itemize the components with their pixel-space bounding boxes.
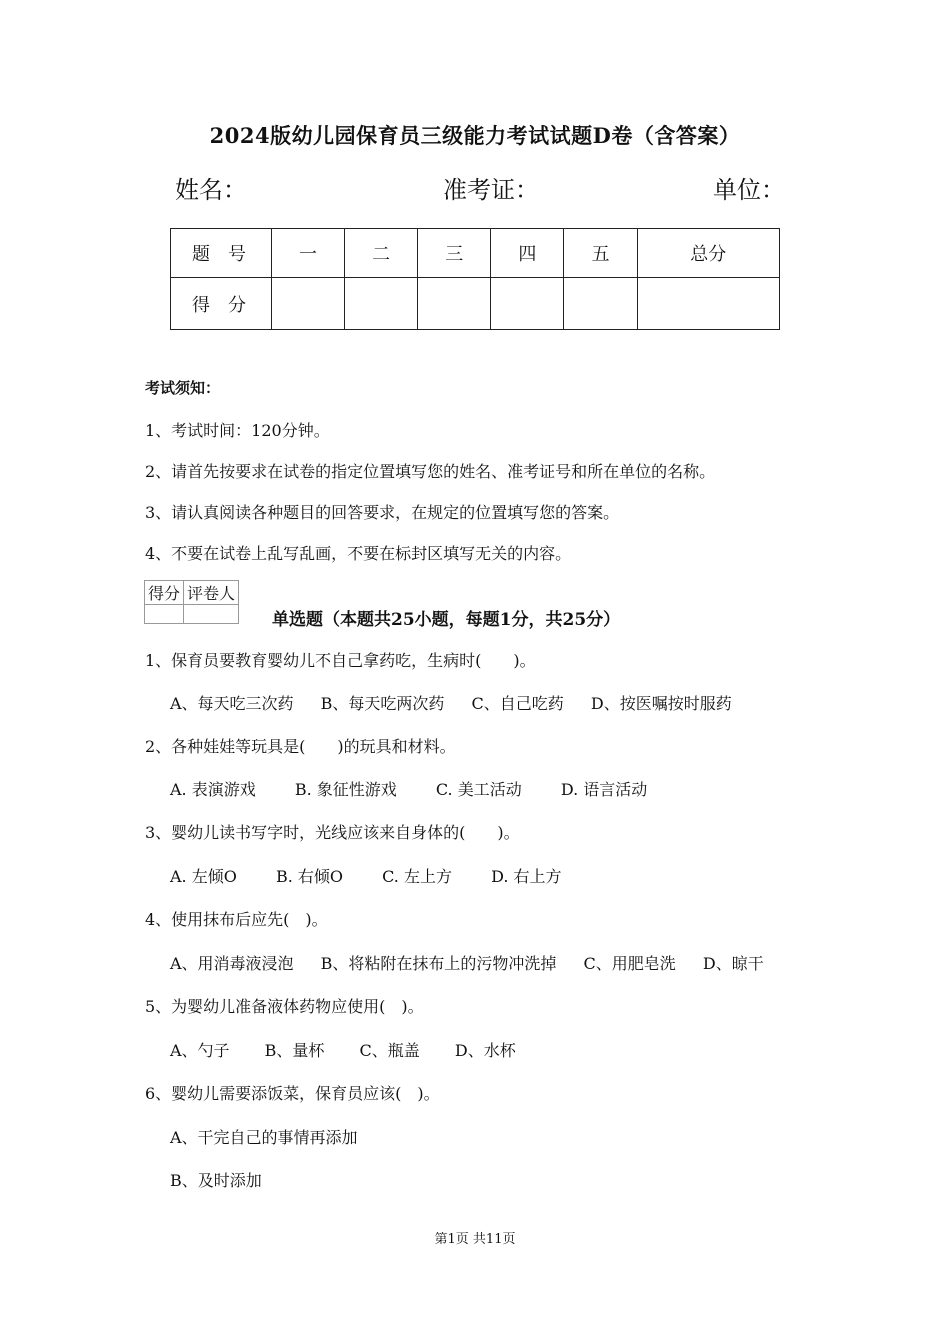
option[interactable]: A. 左倾O bbox=[170, 867, 237, 886]
score-table-column: 四 bbox=[491, 229, 564, 278]
score-table-column: 三 bbox=[418, 229, 491, 278]
question-text: 1、保育员要教育婴幼儿不自己拿药吃，生病时( )。 bbox=[145, 651, 536, 670]
option[interactable]: A、勺子 bbox=[170, 1041, 230, 1060]
grader-box bbox=[144, 580, 239, 624]
option[interactable]: C. 左上方 bbox=[382, 867, 452, 886]
grader-reviewer-label: 评卷人 bbox=[184, 581, 239, 605]
option[interactable]: B. 右倾O bbox=[275, 867, 344, 886]
question-options bbox=[170, 1038, 538, 1061]
option[interactable]: D. 语言活动 bbox=[560, 780, 648, 799]
question-text: 6、婴幼儿需要添饭菜，保育员应该( )。 bbox=[145, 1084, 440, 1103]
score-cell[interactable] bbox=[637, 278, 779, 330]
question-text: 5、为婴幼儿准备液体药物应使用( )。 bbox=[145, 997, 424, 1016]
notice-item: 3、请认真阅读各种题目的回答要求，在规定的位置填写您的答案。 bbox=[145, 503, 620, 522]
notice-item: 1、考试时间：120分钟。 bbox=[145, 421, 330, 440]
option[interactable]: D、晾干 bbox=[702, 954, 764, 973]
score-table-score-label: 得分 bbox=[171, 278, 272, 330]
notice-item: 4、不要在试卷上乱写乱画，不要在标封区填写无关的内容。 bbox=[145, 544, 572, 563]
option[interactable]: D、按医嘱按时服药 bbox=[590, 694, 732, 713]
question-options bbox=[170, 691, 754, 714]
unit-label: 单位： bbox=[713, 176, 785, 204]
option[interactable]: B、及时添加 bbox=[170, 1171, 262, 1190]
option[interactable]: A、干完自己的事情再添加 bbox=[170, 1128, 358, 1147]
score-table-column: 二 bbox=[345, 229, 418, 278]
grader-score-label: 得分 bbox=[145, 581, 184, 605]
score-table-column: 五 bbox=[564, 229, 637, 278]
option[interactable]: B. 象征性游戏 bbox=[294, 780, 397, 799]
score-table-column: 总分 bbox=[637, 229, 779, 278]
notice-item: 2、请首先按要求在试卷的指定位置填写您的姓名、准考证号和所在单位的名称。 bbox=[145, 462, 716, 481]
ticket-number-label: 准考证： bbox=[443, 176, 539, 204]
question-options bbox=[170, 951, 786, 974]
option[interactable]: C. 美工活动 bbox=[435, 780, 522, 799]
score-cell[interactable] bbox=[345, 278, 418, 330]
option[interactable]: D、水杯 bbox=[454, 1041, 516, 1060]
score-table-header-label: 题号 bbox=[171, 229, 272, 278]
notice-heading: 考试须知： bbox=[145, 379, 221, 397]
option[interactable]: D. 右上方 bbox=[491, 867, 562, 886]
option[interactable]: C、瓶盖 bbox=[359, 1041, 420, 1060]
document-title: 2024版幼儿园保育员三级能力考试试题D卷（含答案） bbox=[209, 123, 741, 148]
section-heading: 单选题（本题共25小题，每题1分，共25分） bbox=[272, 610, 621, 630]
examinee-info-row bbox=[175, 170, 785, 204]
option[interactable]: B、每天吃两次药 bbox=[320, 694, 445, 713]
question-text: 2、各种娃娃等玩具是( )的玩具和材料。 bbox=[145, 737, 456, 756]
grader-score-cell[interactable] bbox=[145, 605, 184, 624]
page-footer: 第1页 共11页 bbox=[434, 1232, 516, 1247]
question-options bbox=[170, 864, 584, 887]
option[interactable]: B、量杯 bbox=[264, 1041, 325, 1060]
option[interactable]: C、自己吃药 bbox=[471, 694, 564, 713]
grader-reviewer-cell[interactable] bbox=[184, 605, 239, 624]
score-table bbox=[170, 228, 780, 330]
option[interactable]: A. 表演游戏 bbox=[170, 780, 256, 799]
score-table-column: 一 bbox=[272, 229, 345, 278]
question-options bbox=[170, 777, 669, 800]
score-cell[interactable] bbox=[418, 278, 491, 330]
score-cell[interactable] bbox=[491, 278, 564, 330]
question-text: 3、婴幼儿读书写字时，光线应该来自身体的( )。 bbox=[145, 823, 520, 842]
name-label: 姓名： bbox=[175, 176, 247, 204]
option[interactable]: C、用肥皂洗 bbox=[583, 954, 676, 973]
option[interactable]: A、用消毒液浸泡 bbox=[170, 954, 294, 973]
score-cell[interactable] bbox=[272, 278, 345, 330]
option[interactable]: A、每天吃三次药 bbox=[170, 694, 294, 713]
option[interactable]: B、将粘附在抹布上的污物冲洗掉 bbox=[320, 954, 557, 973]
question-text: 4、使用抹布后应先( )。 bbox=[145, 910, 328, 929]
score-cell[interactable] bbox=[564, 278, 637, 330]
